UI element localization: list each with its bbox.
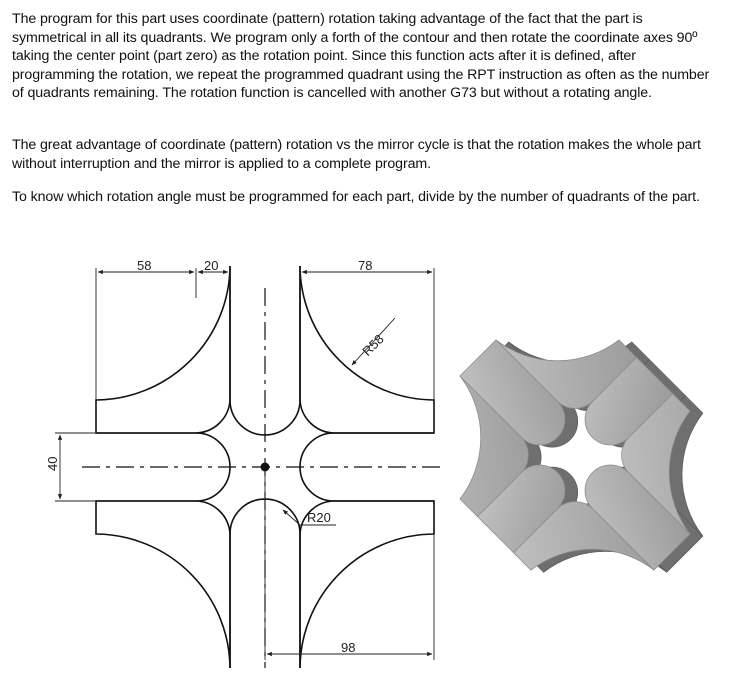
dim-78-label: 78	[358, 258, 373, 273]
paragraph-advantage: The great advantage of coordinate (pattern) rotation vs the mirror cycle is that the rotation makes the whole part without interruption and the mirror is applied to a complete program.	[12, 137, 701, 172]
dim-98-label: 98	[341, 640, 356, 655]
paragraph-rotation-angle: To know which rotation angle must be programmed for each part, divide by the number of quadrants of the part.	[12, 189, 700, 205]
part-3d-render	[398, 273, 731, 639]
dim-r58-label: R58	[359, 331, 387, 359]
paragraph-intro: The program for this part uses coordinate (pattern) rotation taking advantage of the fact that the part is symmetrical in all its quadrants. We program only a forth of the contour and then rotate the coordinate axes 90º taking the center point (part zero) as the rotation point. Since this function acts after it is defined, after programming the rotation, we repeat the programmed quadrant using the RPT instruction as often as the number of quadrants remaining. The rotation function is cancelled with another G73 but without a rotating angle.	[12, 11, 710, 101]
dim-20-label: 20	[204, 258, 219, 273]
dim-r20-label: R20	[307, 510, 331, 525]
dim-40-label: 40	[45, 456, 60, 471]
dim-58-label: 58	[137, 258, 152, 273]
center-lines	[82, 288, 440, 668]
